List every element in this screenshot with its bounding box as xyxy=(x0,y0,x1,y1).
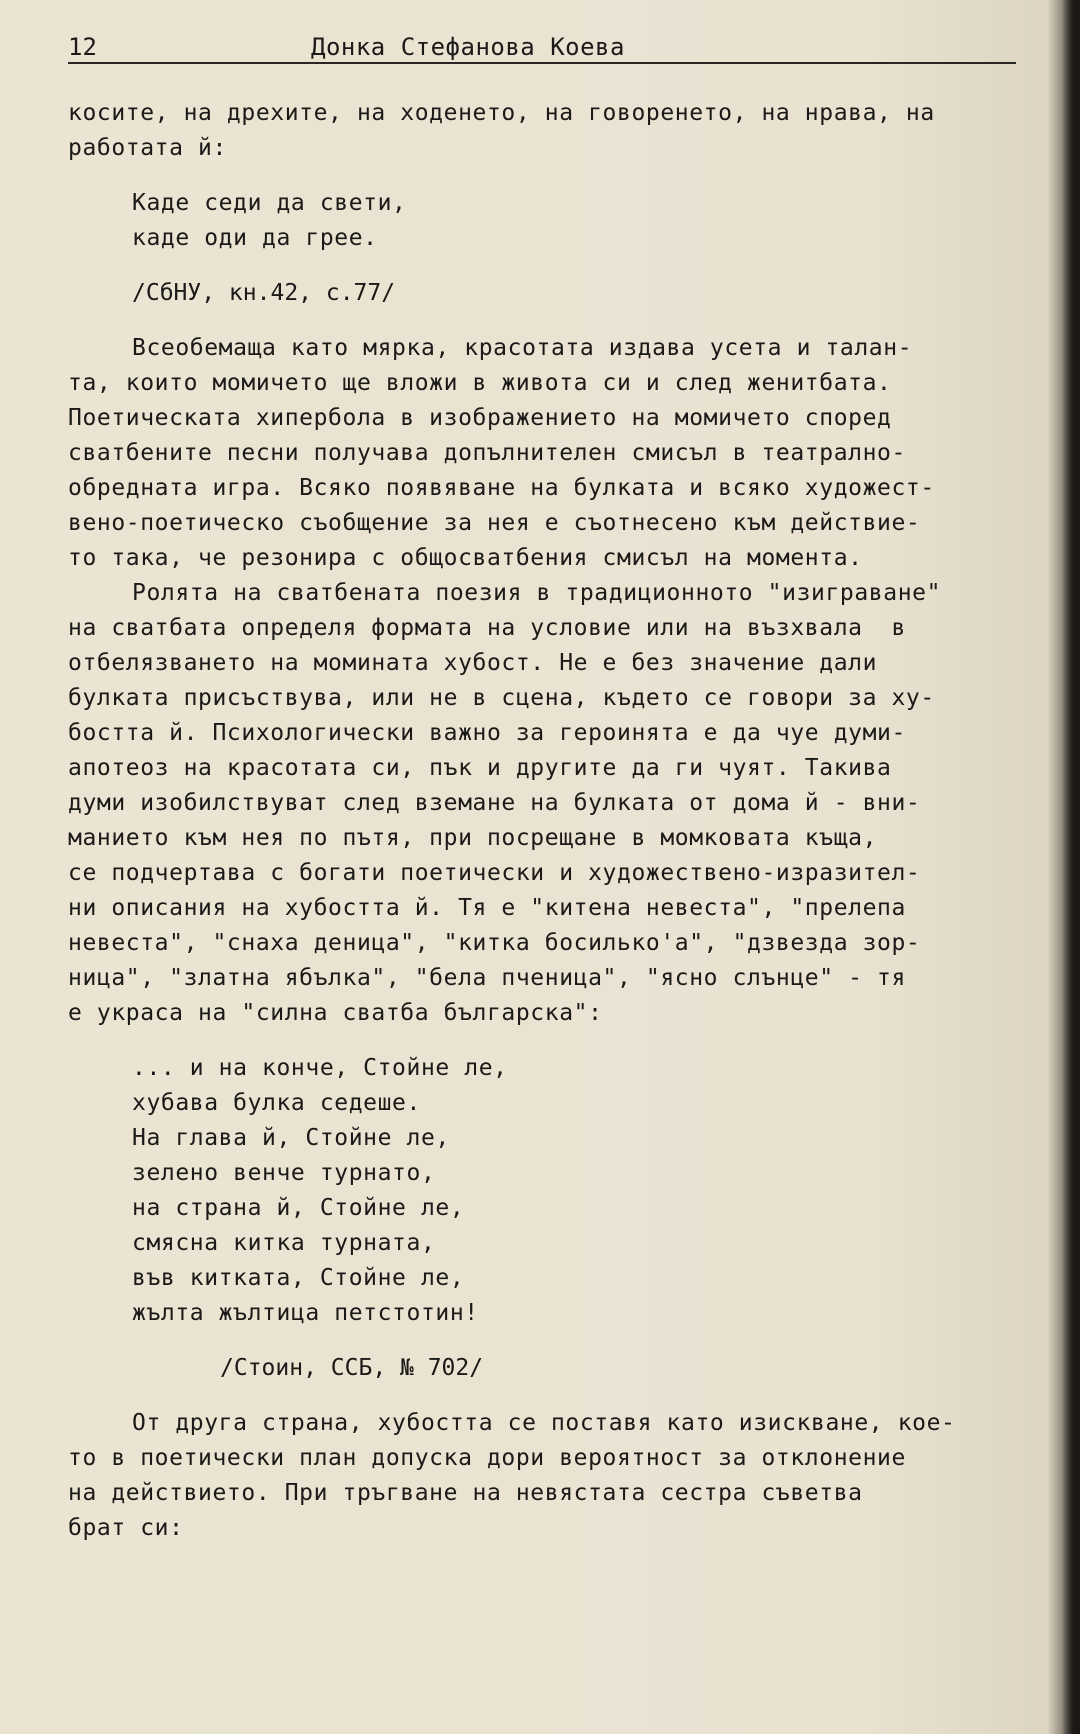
text-line: на действието. При тръгване на невястата сестра съветва xyxy=(68,1480,863,1506)
text-line: работата й: xyxy=(68,135,227,161)
text-line: булката присъствува, или не в сцена, където се говори за ху- xyxy=(68,685,935,711)
verse-quote-2 xyxy=(68,1051,1028,1331)
page-edge-shadow xyxy=(1062,0,1080,1734)
verse-line: зелено венче турнато, xyxy=(132,1160,436,1186)
text-line: бостта й. Психологически важно за героинята е да чуе думи- xyxy=(68,720,906,746)
verse-line: във китката, Стойне ле, xyxy=(132,1265,465,1291)
text-line: е украса на "силна сватба българска": xyxy=(68,1000,603,1026)
text-line: ни описания на хубостта й. Тя е "китена невеста", "прелепа xyxy=(68,895,906,921)
text-line: От друга страна, хубостта се поставя като изискване, кое- xyxy=(132,1410,956,1436)
paragraph-intro xyxy=(68,96,1028,166)
text-line: сватбените песни получава допълнителен смисъл в театрално- xyxy=(68,440,906,466)
text-line: та, които момичето ще вложи в живота си и след женитбата. xyxy=(68,370,892,396)
verse-line: каде оди да грее. xyxy=(132,225,378,251)
text-line: Поетическата хипербола в изображението на момичето според xyxy=(68,405,892,431)
citation-1: /СбНУ, кн.42, с.77/ xyxy=(132,280,396,306)
text-line: вено-поетическо съобщение за нея е съотнесено към действие- xyxy=(68,510,921,536)
text-line: на сватбата определя формата на условие или на възхвала в xyxy=(68,615,906,641)
verse-line: На глава й, Стойне ле, xyxy=(132,1125,450,1151)
text-line: то в поетически план допуска дори вероятност за отклонение xyxy=(68,1445,906,1471)
verse-quote-1 xyxy=(68,186,1028,256)
text-line: манието към нея по пътя, при посрещане в момковата къща, xyxy=(68,825,878,851)
running-header xyxy=(68,28,1016,64)
text-line: се подчертава с богати поетически и художествено-изразител- xyxy=(68,860,921,886)
author-name: Донка Стефанова Коева xyxy=(311,33,625,61)
verse-line: ... и на конче, Стойне ле, xyxy=(132,1055,508,1081)
text-line: Ролята на сватбената поезия в традиционното "изиграване" xyxy=(132,580,942,606)
citation-2: /Стоин, ССБ, № 702/ xyxy=(220,1355,484,1381)
verse-line: Каде седи да свети, xyxy=(132,190,407,216)
paragraph-1 xyxy=(68,331,1028,576)
text-line: ница", "златна ябълка", "бела пченица", "ясно слънце" - тя xyxy=(68,965,906,991)
text-line: обредната игра. Всяко появяване на булката и всяко художест- xyxy=(68,475,935,501)
body-text xyxy=(68,96,1028,1546)
text-line: Всеобемаща като мярка, красотата издава усета и талан- xyxy=(132,335,913,361)
verse-line: хубава булка седеше. xyxy=(132,1090,421,1116)
verse-line: жълта жълтица петстотин! xyxy=(132,1300,479,1326)
paragraph-3 xyxy=(68,1406,1028,1546)
text-line: апотеоз на красотата си, пък и другите да ги чуят. Такива xyxy=(68,755,892,781)
verse-line: на страна й, Стойне ле, xyxy=(132,1195,465,1221)
text-line: думи изобилствуват след вземане на булката от дома й - вни- xyxy=(68,790,921,816)
page-number: 12 xyxy=(68,33,97,61)
text-line: брат си: xyxy=(68,1515,184,1541)
text-line: то така, че резонира с общосватбения смисъл на момента. xyxy=(68,545,863,571)
text-line: отбелязването на момината хубост. Не е без значение дали xyxy=(68,650,878,676)
paragraph-2 xyxy=(68,576,1028,1031)
text-line: косите, на дрехите, на ходенето, на говоренето, на нрава, на xyxy=(68,100,935,126)
text-line: невеста", "снаха деница", "китка босилько'а", "дзвезда зор- xyxy=(68,930,921,956)
verse-line: смясна китка турната, xyxy=(132,1230,436,1256)
